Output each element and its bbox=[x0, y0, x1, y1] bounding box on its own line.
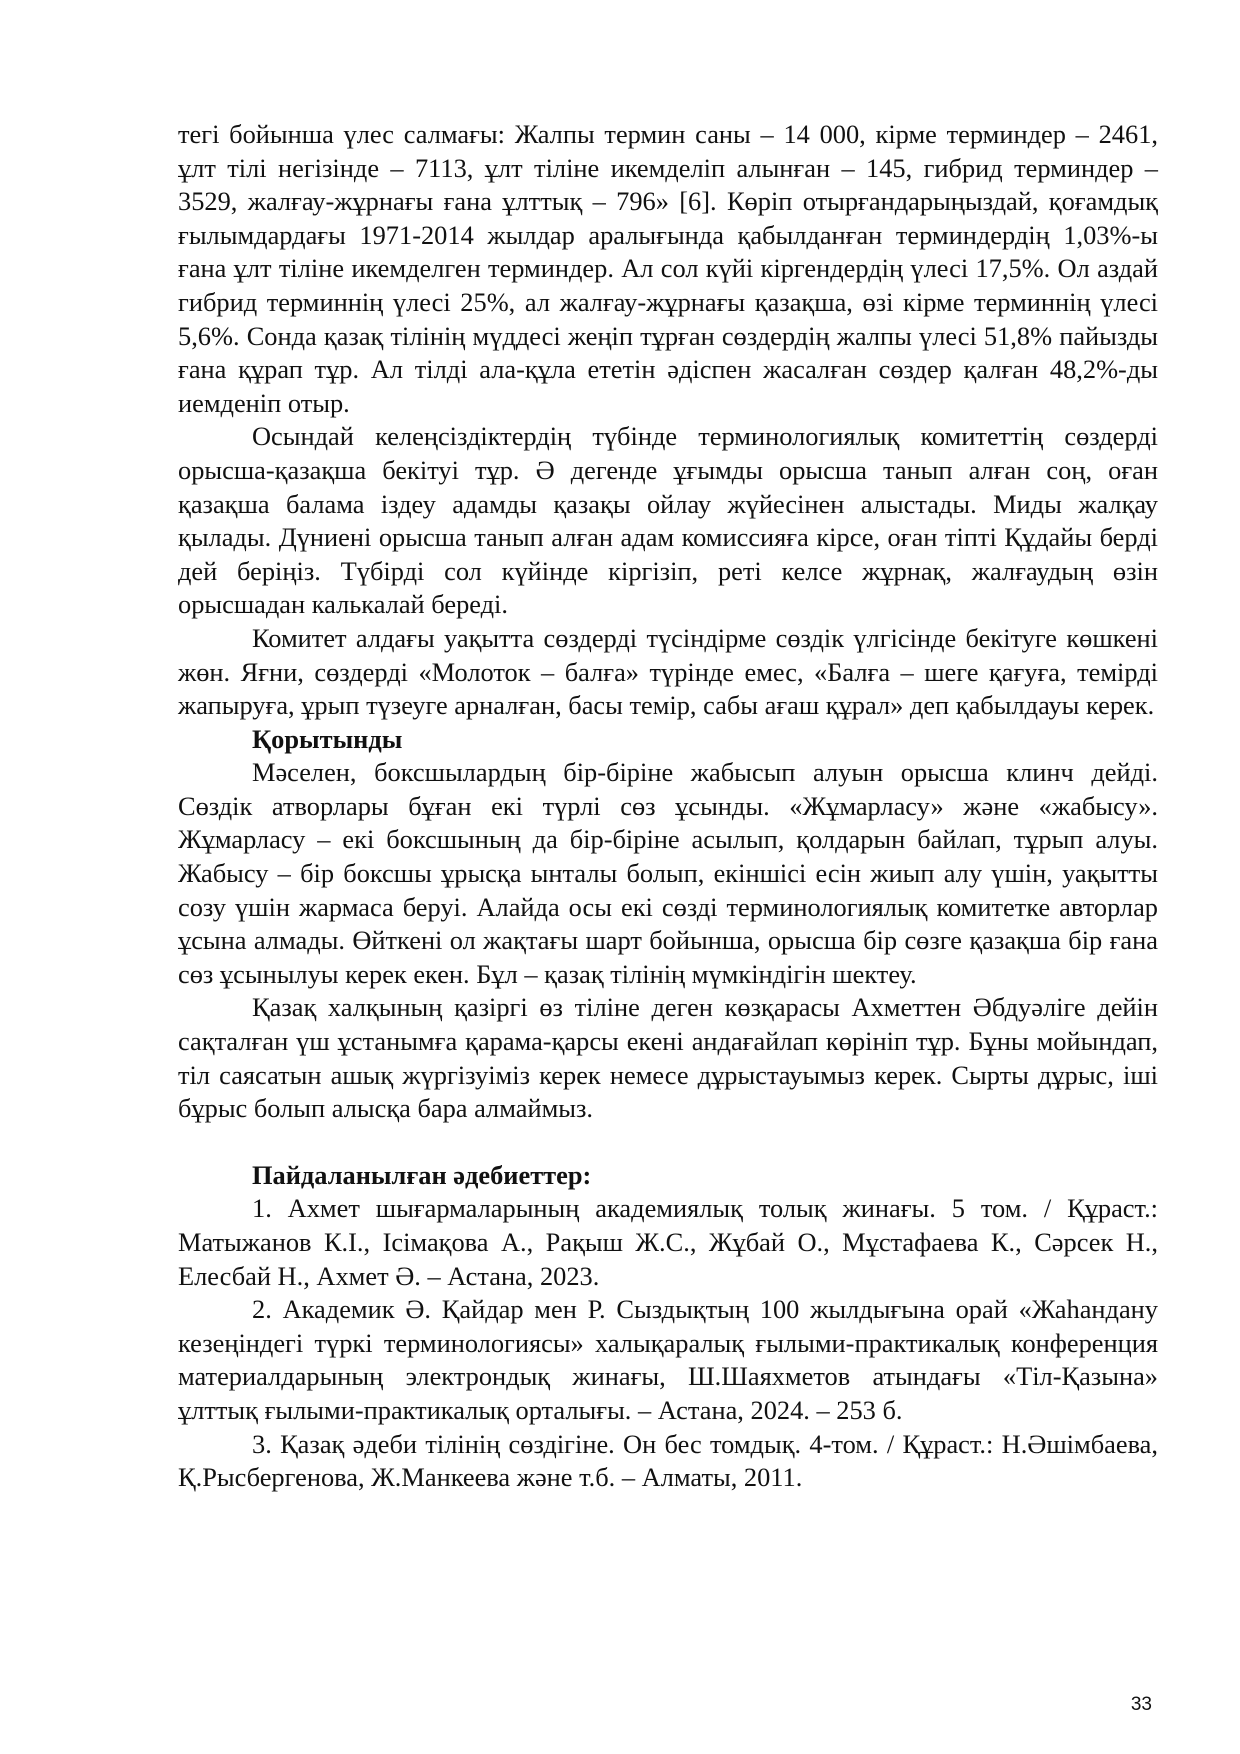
page-number: 33 bbox=[1130, 1694, 1152, 1715]
page-content bbox=[178, 118, 1158, 1495]
conclusion-paragraph: Мәселен, боксшылардың бір-біріне жабысып алуын орысша клинч дейді. Сөздік атворлары бұған екі түрлі сөз ұсынды. «Жұмарласу» және «жабысу». Жұмарласу – екі боксшының да бір-біріне асылып, қолдарын байлап, тұрып алуы. Жабысу – бір боксшы ұрысқа ынталы болып, екіншісі есін жиып алу үшін, уақытты созу үшін жармаса беруі. Алайда осы екі сөзді терминологиялық комитетке авторлар ұсына алмады. Өйткені ол жақтағы шарт бойынша, орысша бір сөзге қазақша бір ғана сөз ұсынылуы керек екен. Бұл – қазақ тілінің мүмкіндігін шектеу. bbox=[178, 757, 1158, 989]
conclusion-heading: Қорытынды bbox=[252, 723, 403, 754]
body-paragraph: Комитет алдағы уақытта сөздерді түсіндірме сөздік үлгісінде бекітуге көшкені жөн. Яғни, сөздерді «Молоток – балға» түрінде емес, «Балға – шеге қағуға, темірді жапыруға, ұрып түзеуге арналған, басы темір, сабы ағаш құрал» деп қабылдауы керек. bbox=[178, 622, 1158, 721]
reference-item: 1. Ахмет шығармаларының академиялық толық жинағы. 5 том. / Құраст.: Матыжанов К.І., Ісімақова А., Рақыш Ж.С., Жұбай О., Мұстафаева К., Сәрсек Н., Елесбай Н., Ахмет Ә. – Астана, 2023. bbox=[178, 1193, 1158, 1291]
body-paragraph: тегі бойынша үлес салмағы: Жалпы термин саны – 14 000, кірме терминдер – 2461, ұлт тілі негізінде – 7113, ұлт тіліне икемделіп алынған – 145, гибрид терминдер – 3529, жалғау-жұрнағы ғана ұлттық – 796» [6]. Көріп отырғандарыңыздай, қоғамдық ғылымдардағы 1971-2014 жылдар аралығында қабылданған терминдердің 1,03%-ы ғана ұлт тіліне икемделген терминдер. Ал сол күйі кіргендердің үлесі 17,5%. Ол аздай гибрид терминнің үлесі 25%, ал жалғау-жұрнағы қазақша, өзі кірме терминнің үлесі 5,6%. Сонда қазақ тілінің мүддесі жеңіп тұрған сөздердің жалпы үлесі 51,8% пайызды ғана құрап тұр. Ал тілді ала-құла ететін әдіспен жасалған сөздер қалған 48,2%-ды иемденіп отыр. bbox=[178, 119, 1158, 418]
reference-item: 3. Қазақ әдеби тілінің сөздігіне. Он бес томдық. 4-том. / Құраст.: Н.Әшімбаева, Қ.Рысбергенова, Ж.Манкеева және т.б. – Алматы, 2011. bbox=[178, 1428, 1158, 1493]
conclusion-paragraph: Қазақ халқының қазіргі өз тіліне деген көзқарасы Ахметтен Әбдуәліге дейін сақталған үш ұстанымға қарама-қарсы екені андағайлап көрініп тұр. Бұны мойындап, тіл саясатын ашық жүргізуіміз керек немесе дұрыстауымыз керек. Сырты дұрыс, іші бұрыс болып алысқа бара алмаймыз. bbox=[178, 992, 1158, 1124]
body-paragraph: Осындай келеңсіздіктердің түбінде терминологиялық комитеттің сөздерді орысша-қазақша бекітуі тұр. Ә дегенде ұғымды орысша танып алған соң, оған қазақша балама іздеу адамды қазақы ойлау жүйесінен алыстады. Миды жалқау қылады. Дүниені орысша танып алған адам комиссияға кірсе, оған тіпті Құдайы берді дей беріңіз. Түбірді сол күйінде кіргізіп, реті келсе жұрнақ, жалғаудың өзін орысшадан калькалай береді. bbox=[178, 421, 1158, 620]
reference-item: 2. Академик Ә. Қайдар мен Р. Сыздықтың 100 жылдығына орай «Жаһандану кезеңіндегі түркі терминологиясы» халықаралық ғылыми-практикалық конференция материалдарының электрондық жинағы, Ш.Шаяхметов атындағы «Тіл-Қазына» ұлттық ғылыми-практикалық орталығы. – Астана, 2024. – 253 б. bbox=[178, 1294, 1158, 1425]
references-heading: Пайдаланылған әдебиеттер: bbox=[252, 1159, 592, 1190]
